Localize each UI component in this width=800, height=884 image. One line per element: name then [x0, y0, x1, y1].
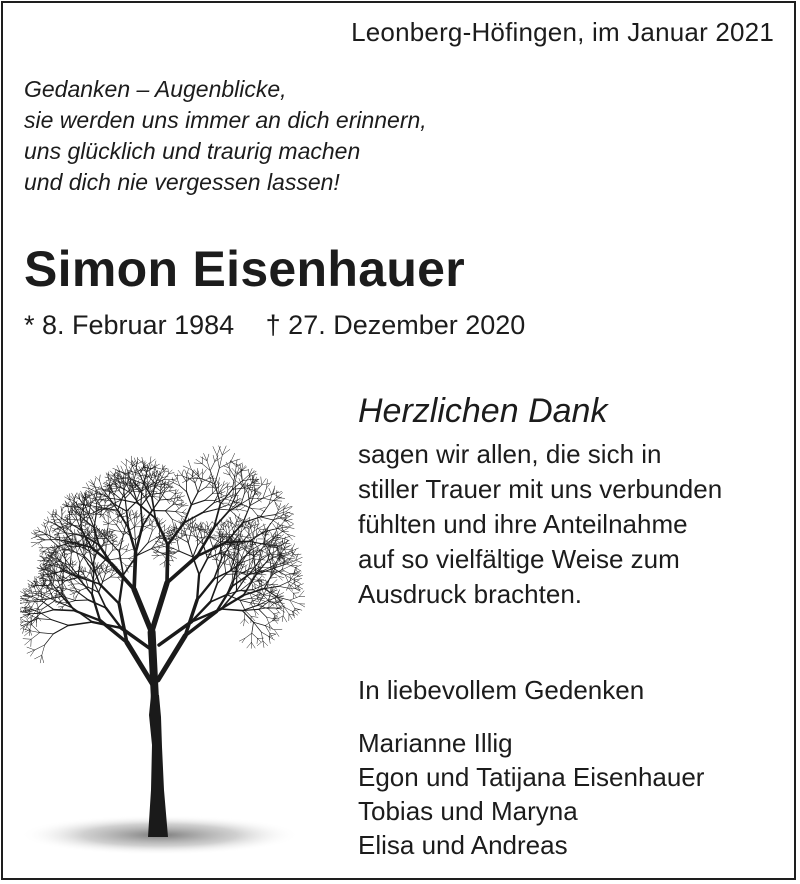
signatory: Elisa und Andreas	[358, 830, 568, 860]
thanks-text	[358, 437, 722, 612]
birth-date: * 8. Februar 1984	[24, 310, 235, 340]
life-dates	[24, 310, 525, 341]
thanks-line: fühlten und ihre Anteilnahme	[358, 509, 688, 539]
poem-line: Gedanken – Augenblicke,	[24, 76, 287, 102]
thanks-line: sagen wir allen, die sich in	[358, 439, 662, 469]
bare-tree-icon	[20, 395, 305, 860]
thanks-heading: Herzlichen Dank	[358, 392, 608, 430]
signatories	[358, 726, 704, 862]
place-date: Leonberg-Höfingen, im Januar 2021	[351, 17, 774, 47]
signatory: Tobias und Maryna	[358, 796, 578, 826]
thanks-line: stiller Trauer mit uns verbunden	[358, 474, 723, 504]
remembrance-line: In liebevollem Gedenken	[358, 675, 645, 705]
poem-line: sie werden uns immer an dich erinnern,	[24, 107, 427, 133]
poem-line: uns glücklich und traurig machen	[24, 138, 361, 164]
signatory: Egon und Tatijana Eisenhauer	[358, 762, 705, 792]
poem-line: und dich nie vergessen lassen!	[24, 169, 340, 195]
tree-branches	[20, 446, 305, 700]
signatory: Marianne Illig	[358, 728, 513, 758]
tree-trunk	[148, 695, 168, 837]
poem	[24, 74, 427, 198]
thanks-block	[358, 392, 722, 612]
death-date: † 27. Dezember 2020	[265, 310, 526, 340]
thanks-line: auf so vielfältige Weise zum	[358, 544, 680, 574]
thanks-line: Ausdruck brachten.	[358, 579, 583, 609]
deceased-name: Simon Eisenhauer	[24, 241, 466, 297]
